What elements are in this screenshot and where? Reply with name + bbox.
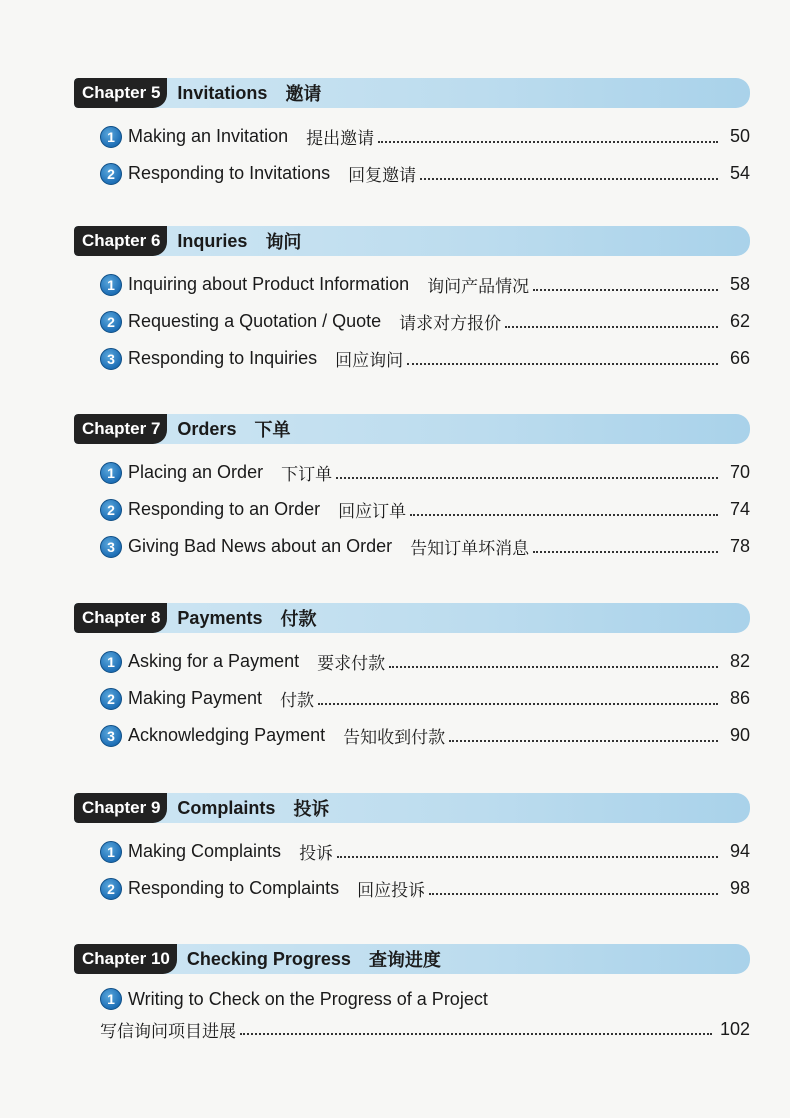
- entry-title-cn: 回应询问: [335, 351, 404, 371]
- chapter-title: Checking Progress: [186, 948, 351, 969]
- chapter-7: [74, 414, 750, 565]
- chapter-title-cn: 邀请: [285, 84, 322, 105]
- dot-leader: [533, 289, 718, 291]
- chapter-header: [74, 78, 750, 108]
- page-number: 50: [729, 126, 750, 146]
- chapter-number: Chapter 6: [74, 226, 167, 256]
- number-badge-icon: 3: [100, 348, 122, 370]
- number-badge-icon: 1: [100, 841, 122, 863]
- toc-entry[interactable]: [100, 528, 750, 565]
- entry-title-cn: 告知订单坏消息: [410, 539, 530, 559]
- number-badge-icon: 3: [100, 725, 122, 747]
- entry-title: Responding to Invitations: [128, 163, 331, 183]
- chapter-title: Inquries: [177, 230, 248, 251]
- entry-title-cn: 回应订单: [338, 502, 407, 522]
- toc-entry[interactable]: [100, 266, 750, 303]
- entry-title-cn: 告知收到付款: [343, 728, 446, 748]
- chapter-title-cn: 付款: [280, 609, 317, 630]
- entry-title: Making an Invitation: [128, 126, 289, 146]
- chapter-header: [74, 226, 750, 256]
- chapter-title: Invitations: [177, 82, 268, 103]
- entry-title-cn: 要求付款: [317, 654, 386, 674]
- page-number: 82: [729, 651, 750, 671]
- dot-leader: [318, 703, 718, 705]
- toc-entry[interactable]: [100, 155, 750, 192]
- chapter-6: [74, 226, 750, 377]
- chapter-title-cn: 询问: [265, 232, 302, 253]
- toc-entry[interactable]: [100, 491, 750, 528]
- number-badge-icon: 2: [100, 311, 122, 333]
- number-badge-icon: 1: [100, 274, 122, 296]
- page-number: 70: [729, 462, 750, 482]
- entry-title: Requesting a Quotation / Quote: [128, 311, 382, 331]
- entry-title-cn: 写信询问项目进展: [100, 1021, 236, 1042]
- number-badge-icon: 1: [100, 988, 122, 1010]
- entry-title-cn: 回应投诉: [357, 881, 426, 901]
- dot-leader: [505, 326, 718, 328]
- dot-leader: [420, 178, 718, 180]
- page-number: 58: [729, 274, 750, 294]
- entry-title: Placing an Order: [128, 462, 264, 482]
- entry-title-cn: 回复邀请: [348, 166, 417, 186]
- chapter-title-cn: 下单: [254, 420, 291, 441]
- dot-leader: [336, 477, 718, 479]
- toc-entry[interactable]: [100, 118, 750, 155]
- chapter-title: Orders: [177, 418, 237, 439]
- dot-leader: [337, 856, 718, 858]
- entry-title: Acknowledging Payment: [128, 725, 326, 745]
- entry-title: Giving Bad News about an Order: [128, 536, 393, 556]
- dot-leader: [429, 893, 718, 895]
- toc-entry[interactable]: [100, 340, 750, 377]
- number-badge-icon: 1: [100, 126, 122, 148]
- number-badge-icon: 2: [100, 163, 122, 185]
- dot-leader: [407, 363, 718, 365]
- chapter-9: [74, 793, 750, 907]
- dot-leader: [389, 666, 718, 668]
- entry-title: Inquiring about Product Information: [128, 274, 410, 294]
- number-badge-icon: 2: [100, 878, 122, 900]
- chapter-header: [74, 414, 750, 444]
- entry-title: Responding to Complaints: [128, 878, 340, 898]
- chapter-title-cn: 查询进度: [368, 950, 441, 971]
- page-number: 90: [729, 725, 750, 745]
- entry-title-cn: 提出邀请: [306, 129, 375, 149]
- page-number: 102: [719, 1018, 750, 1039]
- dot-leader: [533, 551, 718, 553]
- chapter-number: Chapter 8: [74, 603, 167, 633]
- entry-title-cn: 付款: [280, 691, 315, 711]
- chapter-title-cn: 投诉: [293, 799, 330, 820]
- dot-leader: [240, 1033, 712, 1035]
- number-badge-icon: 3: [100, 536, 122, 558]
- toc-entry[interactable]: [100, 870, 750, 907]
- page-number: 78: [729, 536, 750, 556]
- page-number: 94: [729, 841, 750, 861]
- chapter-number: Chapter 9: [74, 793, 167, 823]
- chapter-header: [74, 793, 750, 823]
- toc-entry[interactable]: [100, 643, 750, 680]
- toc-entry[interactable]: [100, 833, 750, 870]
- page-number: 86: [729, 688, 750, 708]
- chapter-number: Chapter 5: [74, 78, 167, 108]
- chapter-title: Complaints: [177, 797, 276, 818]
- dot-leader: [378, 141, 718, 143]
- chapter-header: [74, 944, 750, 974]
- chapter-number: Chapter 7: [74, 414, 167, 444]
- chapter-header: [74, 603, 750, 633]
- entry-title: Asking for a Payment: [128, 651, 300, 671]
- chapter-5: [74, 78, 750, 192]
- dot-leader: [449, 740, 718, 742]
- chapter-title: Payments: [177, 607, 263, 628]
- chapter-10: [74, 944, 750, 1044]
- toc-entry[interactable]: [100, 717, 750, 754]
- toc-entry[interactable]: [100, 454, 750, 491]
- number-badge-icon: 2: [100, 499, 122, 521]
- page-number: 62: [729, 311, 750, 331]
- chapter-number: Chapter 10: [74, 944, 177, 974]
- entry-title-cn: 请求对方报价: [399, 314, 502, 334]
- number-badge-icon: 1: [100, 462, 122, 484]
- entry-title: Responding to an Order: [128, 499, 321, 519]
- number-badge-icon: 2: [100, 688, 122, 710]
- toc-entry[interactable]: [100, 984, 750, 1044]
- chapter-8: [74, 603, 750, 754]
- entry-title: Making Payment: [128, 688, 263, 708]
- entry-title: Making Complaints: [128, 841, 282, 861]
- entry-title-cn: 投诉: [299, 844, 334, 864]
- entry-title-cn: 下订单: [281, 465, 333, 485]
- entry-title-cn: 询问产品情况: [427, 277, 530, 297]
- toc-entry[interactable]: [100, 680, 750, 717]
- toc-entry[interactable]: [100, 303, 750, 340]
- dot-leader: [410, 514, 718, 516]
- page-number: 54: [729, 163, 750, 183]
- entry-title: Writing to Check on the Progress of a Project: [128, 988, 488, 1009]
- entry-title: Responding to Inquiries: [128, 348, 318, 368]
- page-number: 66: [729, 348, 750, 368]
- page-number: 98: [729, 878, 750, 898]
- number-badge-icon: 1: [100, 651, 122, 673]
- page-number: 74: [729, 499, 750, 519]
